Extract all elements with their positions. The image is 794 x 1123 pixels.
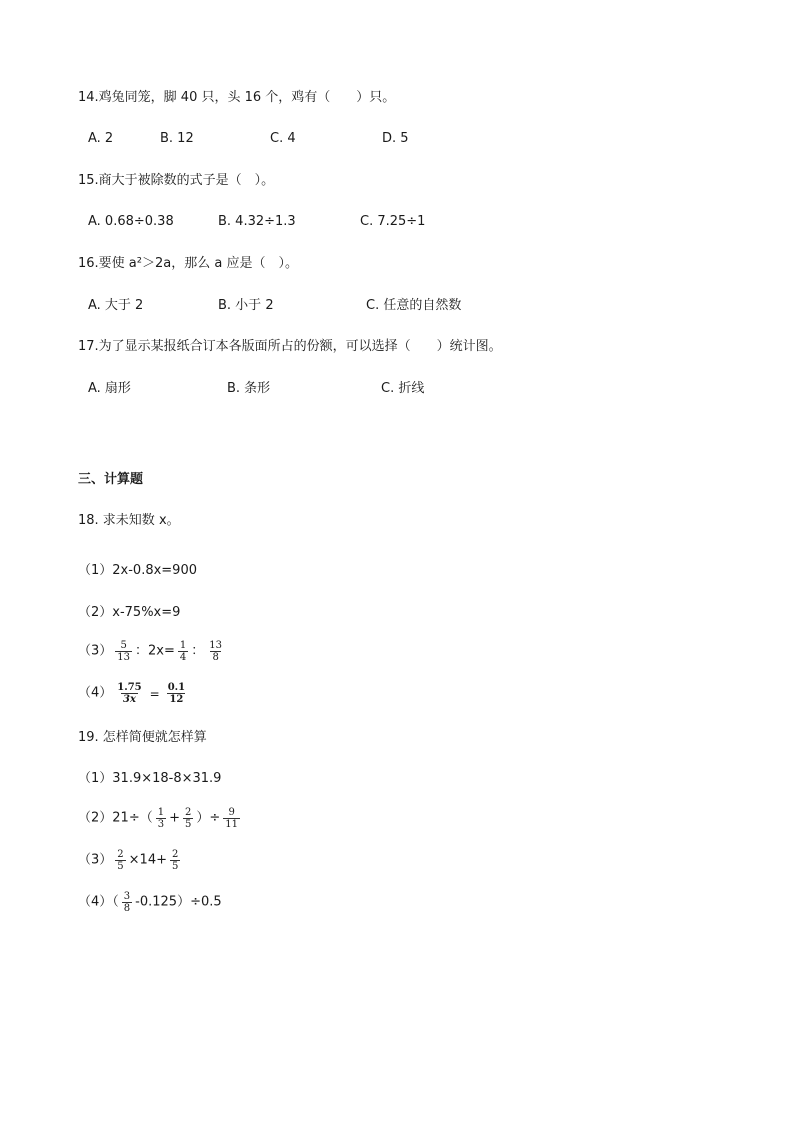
q19-part-4	[78, 891, 222, 914]
q19-part-3	[78, 849, 183, 872]
q19-p3-mid: ×14+	[128, 852, 167, 868]
q18-p4-prefix: （4）	[78, 685, 113, 701]
q19-p3-prefix: （3）	[78, 852, 113, 868]
q14-option-c: C. 4	[270, 131, 296, 146]
q18-p3-colon: ：	[191, 643, 205, 659]
q15-option-a: A. 0.68÷0.38	[88, 214, 174, 229]
q19-p4-fraction-1: $\frac{3}{8}$	[123, 891, 131, 914]
q19-p2-plus: +	[169, 810, 180, 826]
q14-option-a: A. 2	[88, 131, 114, 146]
q17-option-a: A. 扇形	[88, 381, 131, 396]
q17-option-c: C. 折线	[381, 381, 425, 396]
question-16-stem: 16.要使 a²＞2a，那么 a 应是（ ）。	[78, 256, 298, 271]
q19-part-2	[78, 807, 243, 830]
q18-p4-fraction-2: $\frac{0.1}{12}$	[167, 682, 186, 705]
q18-p3-fraction-1: $\frac{5}{13}$	[117, 640, 131, 663]
q15-option-c: C. 7.25÷1	[360, 214, 426, 229]
question-17-stem: 17.为了显示某报纸合订本各版面所占的份额，可以选择（ ）统计图。	[78, 339, 502, 354]
question-19-stem: 19. 怎样简便就怎样算	[78, 730, 207, 745]
q19-part-1: （1）31.9×18-8×31.9	[78, 771, 222, 786]
section-3-title: 三、计算题	[78, 472, 144, 487]
q18-part-2: （2）x-75%x=9	[78, 605, 181, 620]
q18-p3-fraction-3: $\frac{13}{8}$	[209, 640, 222, 663]
q14-option-b: B. 12	[160, 131, 194, 146]
q19-p2-fraction-1: $\frac{1}{3}$	[157, 807, 165, 830]
q19-p2-fraction-3: $\frac{9}{11}$	[225, 807, 239, 830]
q19-p4-suffix: -0.125）÷0.5	[135, 894, 222, 910]
question-15-stem: 15.商大于被除数的式子是（ ）。	[78, 173, 275, 188]
q18-part-4	[78, 682, 190, 705]
q19-p2-mid: ）÷	[196, 810, 221, 826]
q14-option-d: D. 5	[382, 131, 409, 146]
q18-p4-fraction-1: $\frac{1.75}{3x}$	[117, 682, 142, 705]
q19-p2-fraction-2: $\frac{2}{5}$	[185, 807, 192, 830]
q18-part-3	[78, 640, 227, 663]
q18-p3-fraction-2: $\frac{1}{4}$	[179, 640, 187, 663]
q16-option-c: C. 任意的自然数	[366, 298, 462, 313]
question-14-stem: 14.鸡兔同笼，脚 40 只，头 16 个，鸡有（ ）只。	[78, 90, 396, 105]
q19-p3-fraction-2: $\frac{2}{5}$	[171, 849, 179, 872]
q19-p2-prefix: （2）21÷（	[78, 810, 153, 826]
q19-p4-prefix: （4）（	[78, 894, 119, 910]
question-18-stem: 18. 求未知数 x。	[78, 513, 180, 528]
q19-p3-fraction-1: $\frac{2}{5}$	[117, 849, 124, 872]
q17-option-b: B. 条形	[227, 381, 271, 396]
q16-option-a: A. 大于 2	[88, 298, 144, 313]
q18-p4-equals: =	[149, 686, 160, 701]
q18-part-1: （1）2x-0.8x=900	[78, 563, 197, 578]
q15-option-b: B. 4.32÷1.3	[218, 214, 296, 229]
q18-p3-mid: ：2x=	[135, 643, 175, 659]
q16-option-b: B. 小于 2	[218, 298, 274, 313]
q18-p3-prefix: （3）	[78, 643, 113, 659]
